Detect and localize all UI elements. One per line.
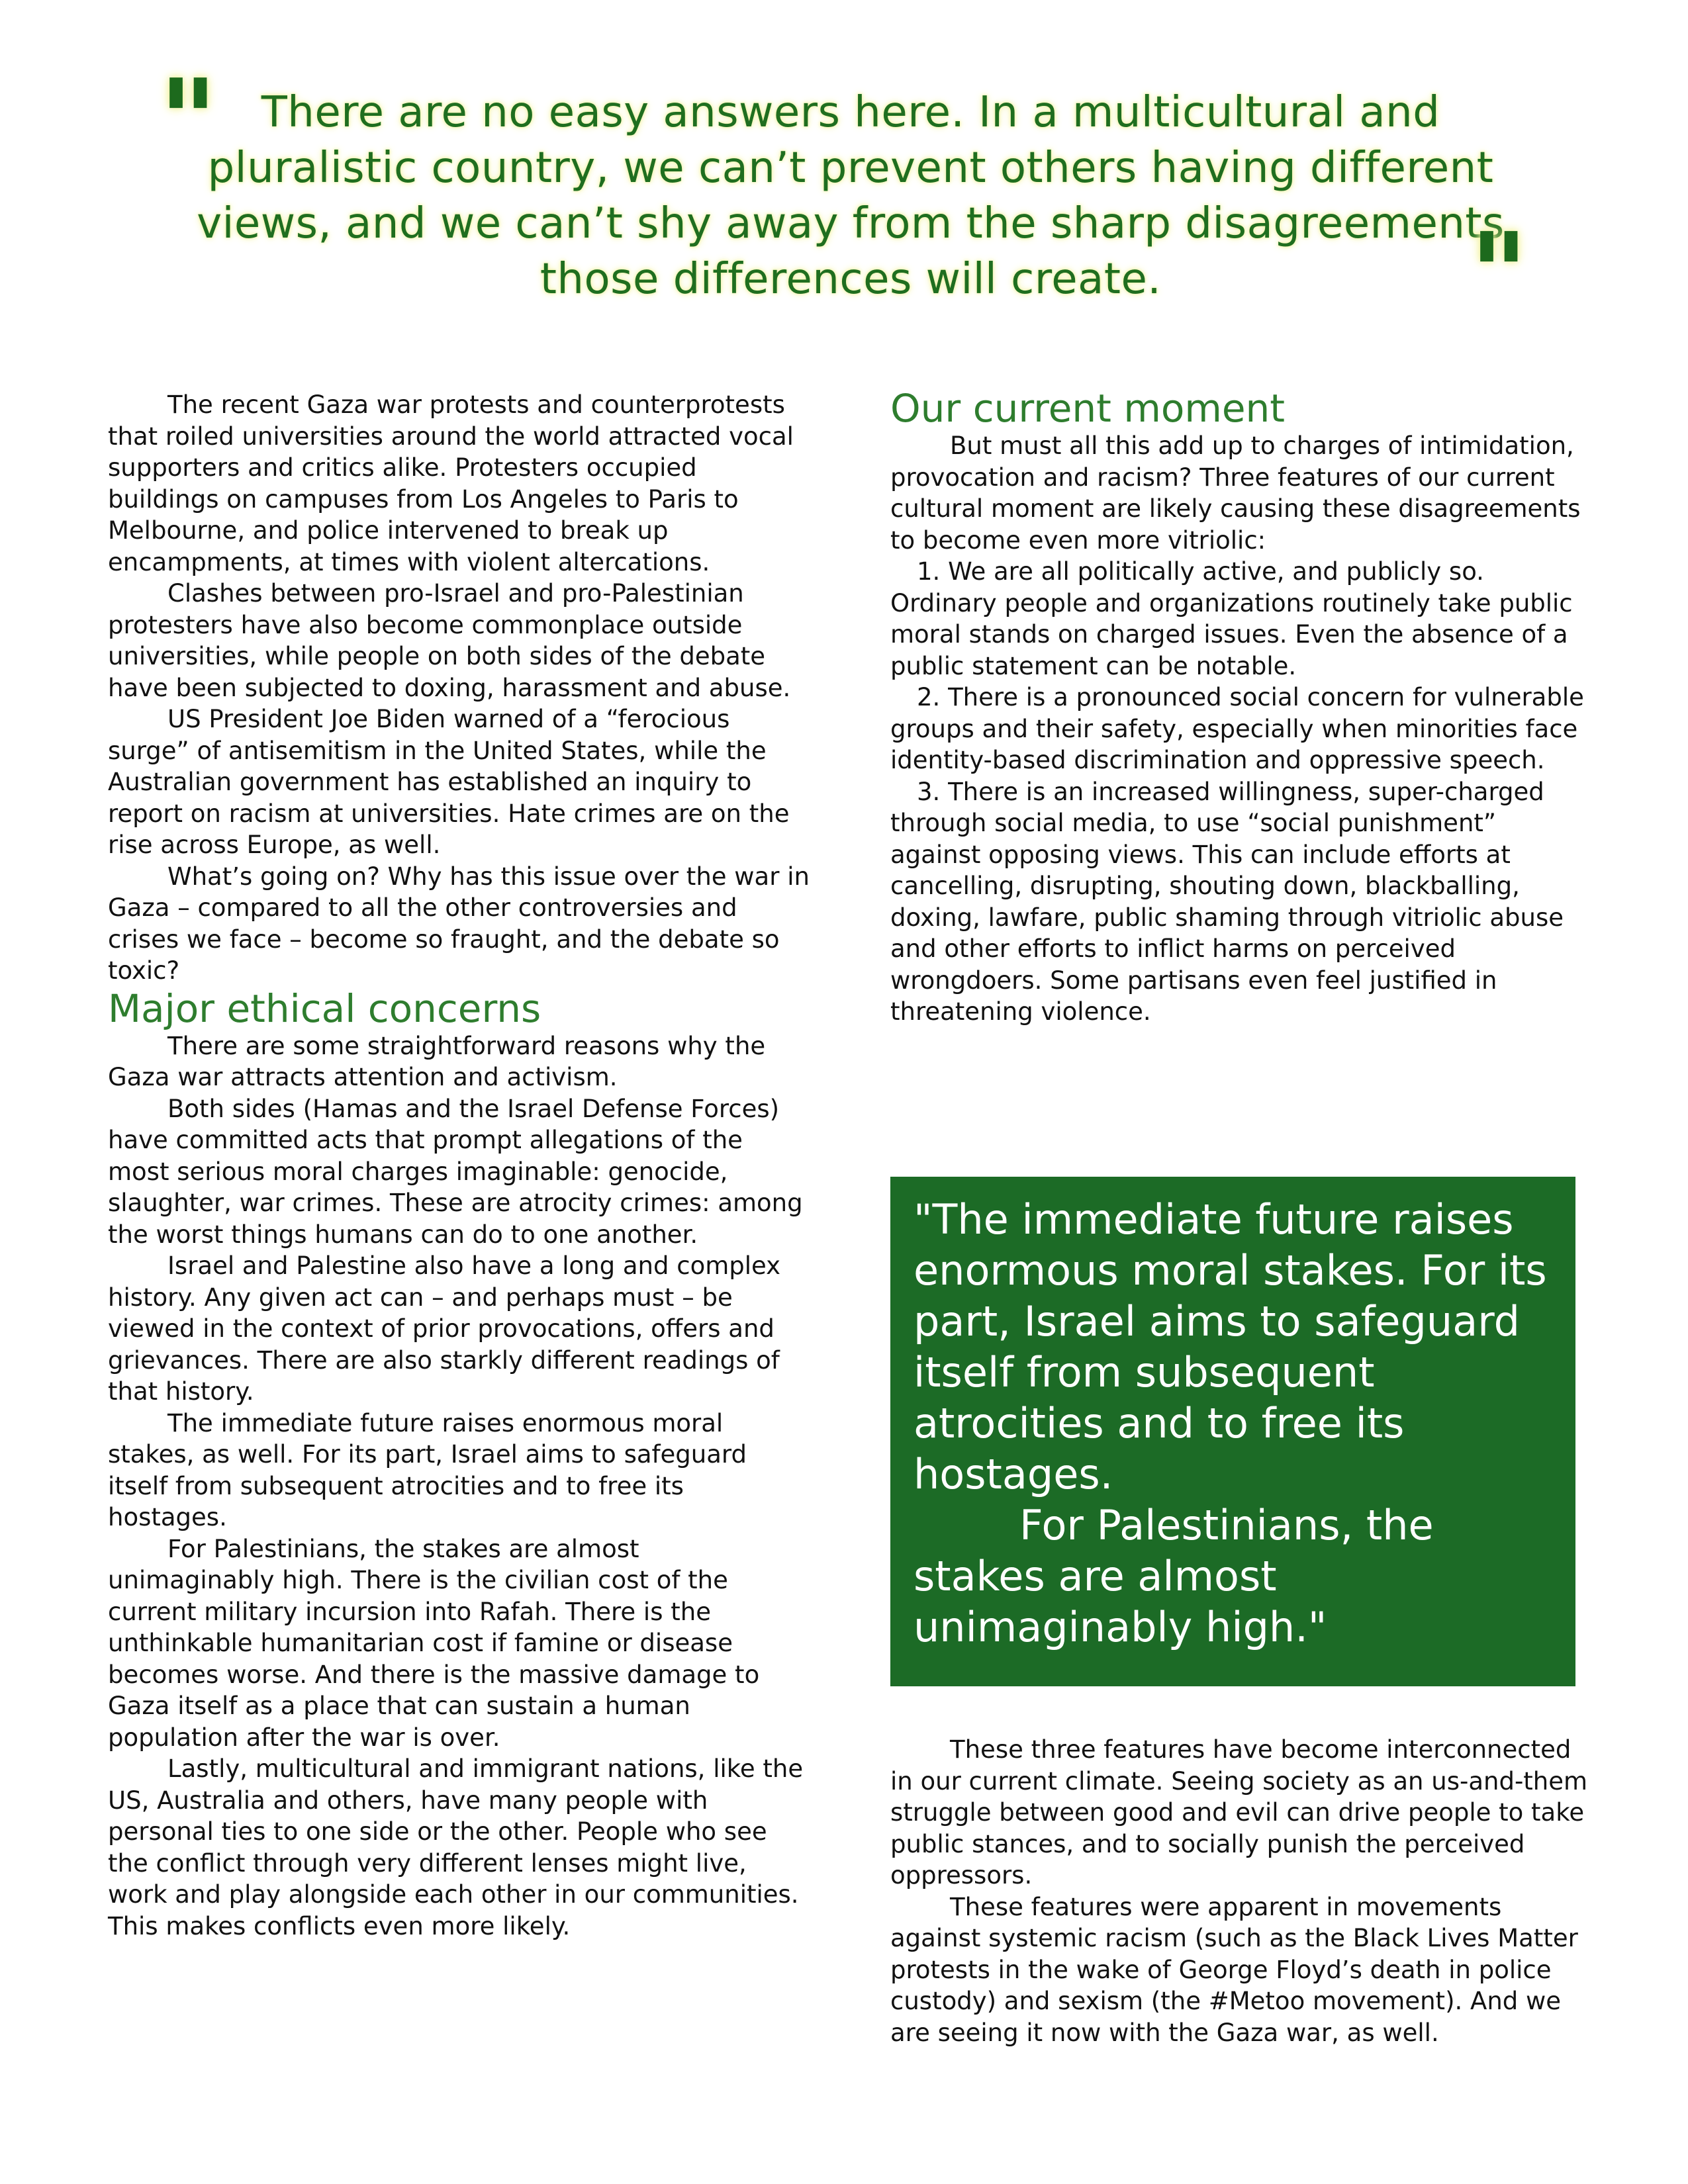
left-column	[108, 389, 810, 1942]
highlight-quote-part1: "The immediate future raises enormous moral stakes. For its part, Israel aims to safeguard itself from subsequent atrocities and to free its hostages.	[914, 1195, 1547, 1498]
section-heading-current-moment: Our current moment	[890, 386, 1286, 431]
highlight-quote-part2: For Palestinians, the stakes are almost unimaginably high."	[914, 1501, 1434, 1651]
list-item: 1. We are all politically active, and publicly so. Ordinary people and organizations routinely take public moral stands on charged issues. Even the absence of a public statement can be notable.	[890, 557, 1573, 680]
body-paragraph: These features were apparent in movements against systemic racism (such as the Black Lives Matter protests in the wake of George Floyd’s death in police custody) and sexism (the #Metoo movement). And we are seeing it now with the Gaza war, as well.	[890, 1892, 1578, 2047]
body-paragraph: Both sides (Hamas and the Israel Defense Forces) have committed acts that prompt allegations of the most serious moral charges imaginable: genocide, slaughter, war crimes. These are atrocity crimes: among the worst things humans can do to one another.	[108, 1094, 803, 1249]
body-paragraph: These three features have become interconnected in our current climate. Seeing society as an us-and-them struggle between good and evil can drive people to take public stances, and to socially punish the perceived oppressors.	[890, 1735, 1588, 1889]
body-paragraph: The immediate future raises enormous moral stakes, as well. For its part, Israel aims to safeguard itself from subsequent atrocities and to free its hostages.	[108, 1408, 747, 1531]
body-paragraph: Israel and Palestine also have a long and complex history. Any given act can – and perhaps must – be viewed in the context of prior provocations, offers and grievances. There are also starkly different readings of that history.	[108, 1251, 781, 1406]
right-column-lower	[890, 1734, 1592, 2048]
pull-quote	[146, 56, 1542, 340]
open-quote-icon: "	[159, 56, 218, 187]
list-item: 2. There is a pronounced social concern for vulnerable groups and their safety, especially when minorities face identity-based discrimination and oppressive speech.	[890, 683, 1584, 774]
body-paragraph: Clashes between pro-Israel and pro-Palestinian protesters have also become commonplace outside universities, while people on both sides of the debate have been subjected to doxing, harassment and abuse.	[108, 579, 791, 702]
highlight-quote-box	[890, 1177, 1575, 1686]
pull-quote-text: There are no easy answers here. In a multicultural and pluralistic country, we can’t prevent others having different views, and we can’t shy away from the sharp disagreements those differences will create.	[197, 88, 1505, 304]
body-paragraph: For Palestinians, the stakes are almost unimaginably high. There is the civilian cost of the current military incursion into Rafah. There is the unthinkable humanitarian cost if famine or disease becomes worse. And there is the massive damage to Gaza itself as a place that can sustain a human population after the war is over.	[108, 1534, 760, 1752]
close-quote-icon: "	[1470, 209, 1528, 340]
body-paragraph: But must all this add up to charges of intimidation, provocation and racism? Three features of our current cultural moment are likely causing these disagreements to become even more vitriolic:	[890, 432, 1581, 555]
body-paragraph: The recent Gaza war protests and counterprotests that roiled universities around the world attracted vocal supporters and critics alike. Protesters occupied buildings on campuses from Los Angeles to Paris to Melbourne, and police intervened to break up encampments, at times with violent altercations.	[108, 390, 794, 576]
body-paragraph: Lastly, multicultural and immigrant nations, like the US, Australia and others, have many people with personal ties to one side or the other. People who see the conflict through very different lenses might live, work and play alongside each other in our communities. This makes conflicts even more likely.	[108, 1754, 804, 1940]
list-item: 3. There is an increased willingness, super-charged through social media, to use “social punishment” against opposing views. This can include efforts at cancelling, disrupting, shouting down, blackballing, doxing, lawfare, public shaming through vitriolic abuse and other efforts to inflict harms on perceived wrongdoers. Some partisans even feel justified in threatening violence.	[890, 777, 1564, 1026]
body-paragraph: There are some straightforward reasons why the Gaza war attracts attention and activism.	[108, 1031, 766, 1091]
right-column	[890, 387, 1592, 1028]
body-paragraph: What’s going on? Why has this issue over the war in Gaza – compared to all the other controversies and crises we face – become so fraught, and the debate so toxic?	[108, 862, 810, 985]
section-heading-ethical-concerns: Major ethical concerns	[108, 985, 541, 1031]
body-paragraph: US President Joe Biden warned of a “ferocious surge” of antisemitism in the United States, while the Australian government has established an inquiry to report on racism at universities. Hate crimes are on the rise across Europe, as well.	[108, 705, 790, 859]
